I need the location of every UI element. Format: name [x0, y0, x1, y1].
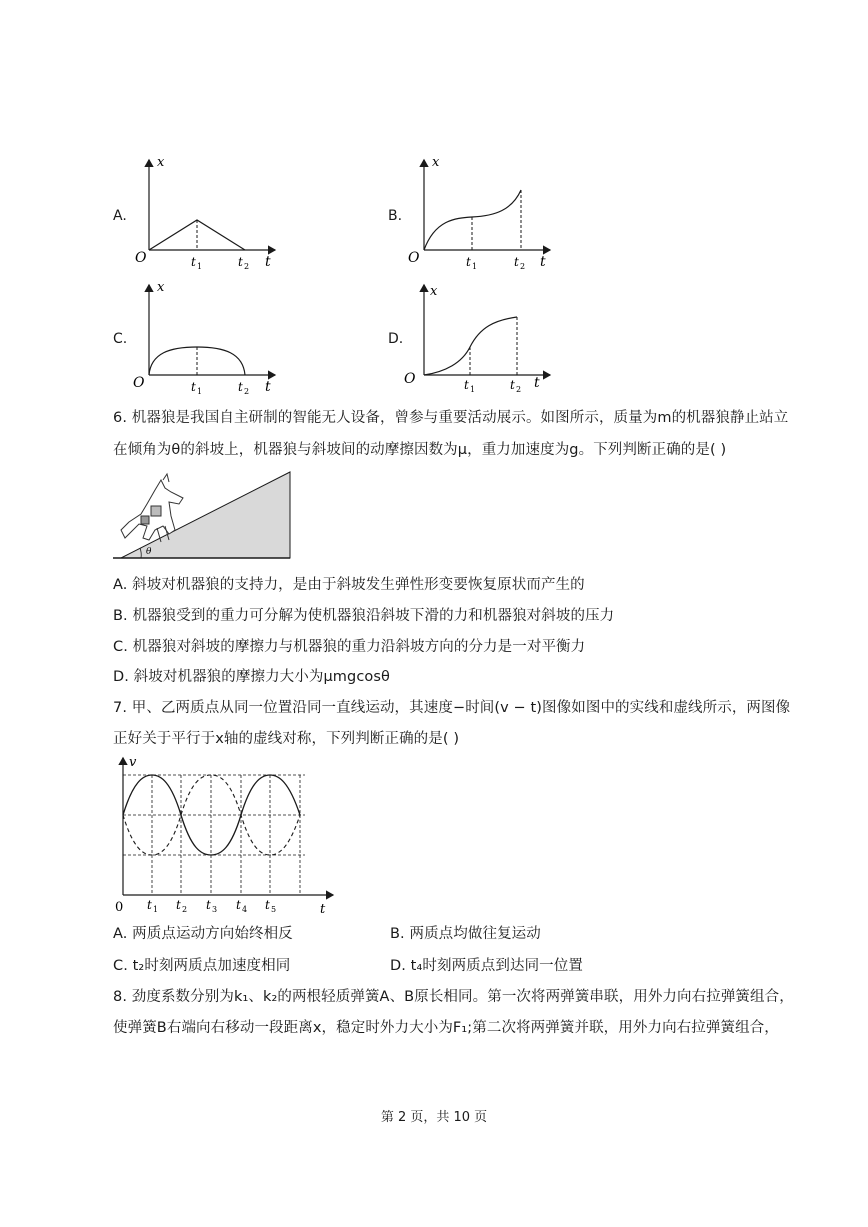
- svg-text:t: t: [191, 380, 196, 394]
- option-a-label: A.: [113, 208, 127, 224]
- q7-option-d: D. t₄时刻两质点到达同一位置: [390, 958, 583, 974]
- graph-a: [125, 150, 285, 270]
- graph-d: [400, 275, 560, 395]
- graph-d-curve: [424, 317, 517, 375]
- graph-c-curve: [149, 347, 245, 375]
- svg-text:2: 2: [244, 387, 250, 395]
- q8-stem-line1: 8. 劲度系数分别为k₁、k₂的两根轻质弹簧A、B原长相同。第一次将两弹簧串联，用外力向右拉弹簧组合，: [113, 989, 794, 1005]
- svg-text:2: 2: [516, 385, 522, 394]
- svg-text:t: t: [176, 898, 181, 912]
- svg-text:1: 1: [153, 905, 159, 914]
- svg-text:t: t: [147, 898, 152, 912]
- slope-angle-label: θ: [146, 547, 152, 557]
- option-d-label: D.: [388, 331, 404, 347]
- q6-option-c: C. 机器狼对斜坡的摩擦力与机器狼的重力沿斜坡方向的分力是一对平衡力: [113, 639, 586, 655]
- svg-text:t: t: [265, 379, 271, 395]
- svg-text:5: 5: [271, 905, 277, 914]
- q7-option-c: C. t₂时刻两质点加速度相同: [113, 958, 291, 974]
- q8-stem-line2: 使弹簧B右端向右移动一段距离x，稳定时外力大小为F₁;第二次将两弹簧并联，用外力向右拉弹簧组合，: [113, 1020, 779, 1036]
- q7-option-a: A. 两质点运动方向始终相反: [113, 926, 293, 942]
- q6-option-b: B. 机器狼受到的重力可分解为使机器狼沿斜坡下滑的力和机器狼对斜坡的压力: [113, 608, 615, 624]
- svg-text:x: x: [432, 155, 440, 170]
- svg-text:1: 1: [197, 262, 203, 270]
- svg-text:x: x: [157, 280, 165, 295]
- svg-text:t: t: [534, 375, 540, 391]
- svg-text:t: t: [265, 898, 270, 912]
- q7-stem-line1: 7. 甲、乙两质点从同一位置沿同一直线运动，其速度−时间(v − t)图像如图中的实线和虚线所示，两图像: [113, 700, 791, 716]
- q6-stem-line2: 在倾角为θ的斜坡上，机器狼与斜坡间的动摩擦因数为μ，重力加速度为g。下列判断正确的是( ): [113, 442, 727, 458]
- vt-axis-v: v: [129, 755, 137, 770]
- q6-option-a: A. 斜坡对机器狼的支持力，是由于斜坡发生弹性形变要恢复原状而产生的: [113, 577, 585, 593]
- q7-option-b: B. 两质点均做往复运动: [390, 926, 541, 942]
- svg-text:t: t: [236, 898, 241, 912]
- q6-option-d: D. 斜坡对机器狼的摩擦力大小为μmgcosθ: [113, 669, 391, 685]
- page-footer: 第 2 页，共 10 页: [380, 1110, 488, 1125]
- svg-text:t: t: [464, 378, 469, 392]
- svg-text:O: O: [408, 250, 420, 266]
- svg-text:x: x: [430, 284, 438, 299]
- svg-text:t: t: [540, 254, 546, 270]
- svg-text:t: t: [238, 380, 243, 394]
- q6-stem-line1: 6. 机器狼是我国自主研制的智能无人设备，曾参与重要活动展示。如图所示，质量为m的机器狼静止站立: [113, 410, 789, 426]
- vt-origin: 0: [115, 900, 124, 915]
- svg-text:t: t: [238, 255, 243, 269]
- graph-b: [400, 150, 560, 270]
- option-c-label: C.: [113, 331, 128, 347]
- svg-text:t: t: [514, 255, 519, 269]
- graph-a-axis-x: x: [157, 155, 165, 170]
- svg-text:t: t: [466, 255, 471, 269]
- svg-text:t: t: [510, 378, 515, 392]
- graph-c: [125, 275, 285, 395]
- svg-text:1: 1: [197, 387, 203, 395]
- svg-text:t: t: [191, 255, 196, 269]
- graph-a-origin: O: [135, 250, 147, 266]
- svg-text:t: t: [206, 898, 211, 912]
- svg-text:2: 2: [182, 905, 188, 914]
- graph-a-axis-t: t: [265, 254, 271, 270]
- q7-stem-line2: 正好关于平行于x轴的虚线对称，下列判断正确的是( ): [113, 731, 460, 747]
- vt-axis-t: t: [320, 902, 326, 917]
- svg-text:2: 2: [244, 262, 250, 270]
- slope-figure: [113, 468, 293, 560]
- svg-text:4: 4: [242, 905, 248, 914]
- svg-text:1: 1: [472, 262, 478, 270]
- option-b-label: B.: [388, 208, 403, 224]
- svg-text:3: 3: [212, 905, 218, 914]
- vt-graph: [113, 752, 338, 917]
- svg-text:O: O: [404, 371, 416, 387]
- svg-text:1: 1: [470, 385, 476, 394]
- svg-text:2: 2: [520, 262, 526, 270]
- svg-text:O: O: [133, 375, 145, 391]
